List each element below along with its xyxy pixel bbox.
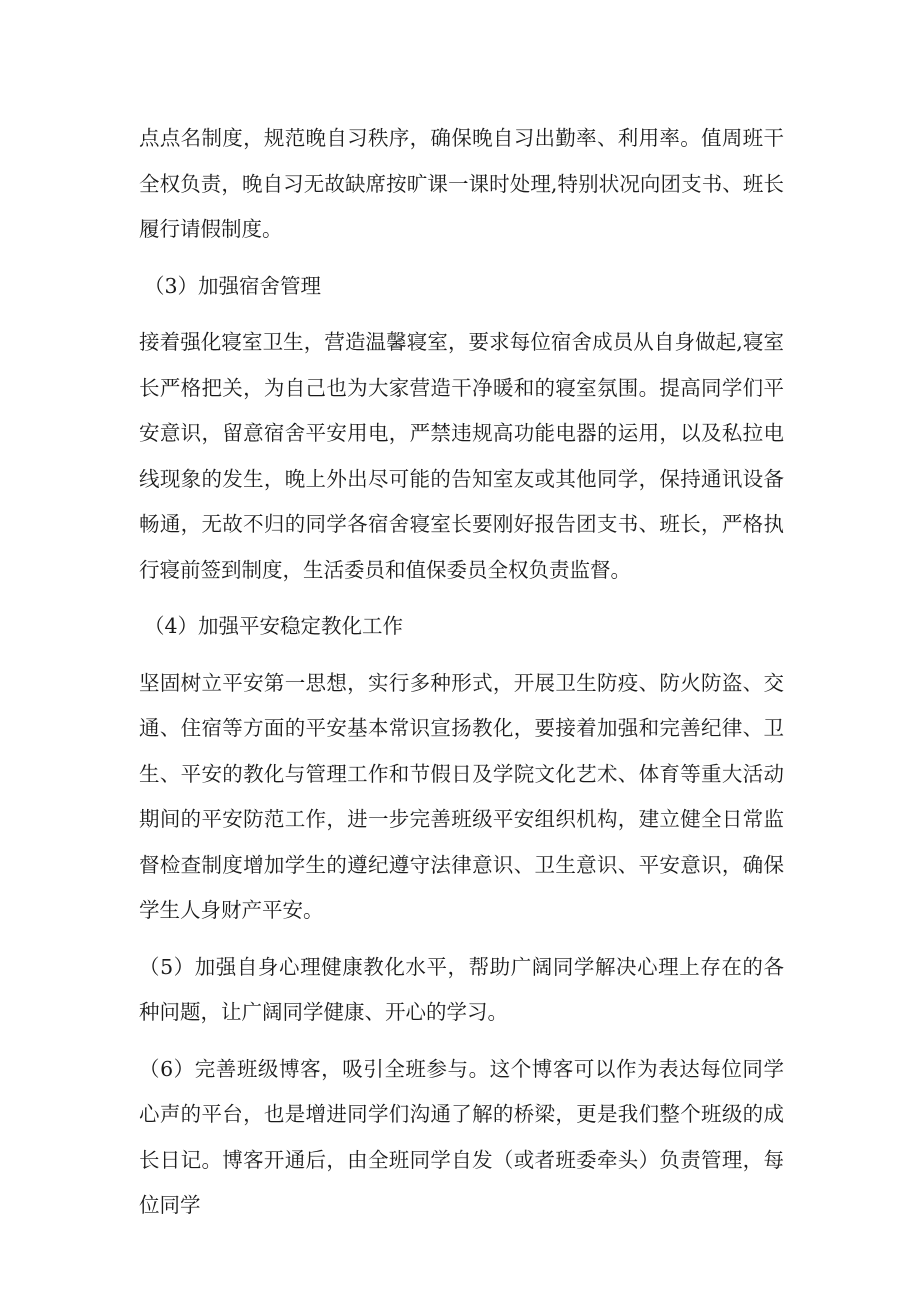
paragraph-mental-health: （5）加强自身心理健康教化水平，帮助广阔同学解决心理上存在的各种问题，让广阔同学健康、开心的学习。 xyxy=(139,954,784,1024)
heading-safety-education: （4）加强平安稳定教化工作 xyxy=(144,614,404,638)
paragraph-safety-education: 坚固树立平安第一思想，实行多种形式，开展卫生防疫、防火防盗、交通、住宿等方面的平安基本常识宣扬教化，要接着加强和完善纪律、卫生、平安的教化与管理工作和节假日及学院文化艺术、体育等重大活动期间的平安防范工作，进一步完善班级平安组织机构，建立健全日常监督检查制度增加学生的遵纪遵守法律意识、卫生意识、平安意识，确保学生人身财产平安。 xyxy=(139,670,784,922)
document-body xyxy=(139,116,784,1240)
heading-dormitory-management: （3）加强宿舍管理 xyxy=(144,273,322,298)
paragraph-attendance-rules: 点点名制度，规范晚自习秩序，确保晚自习出勤率、利用率。值周班干全权负责，晚自习无故缺席按旷课一课时处理,特别状况向团支书、班长履行请假制度。 xyxy=(139,126,784,241)
paragraph-class-blog: （6）完善班级博客，吸引全班参与。这个博客可以作为表达每位同学心声的平台，也是增进同学们沟通了解的桥梁，更是我们整个班级的成长日记。博客开通后，由全班同学自发（或者班委牵头）负责管理，每位同学 xyxy=(139,1056,784,1217)
paragraph-dormitory-management: 接着强化寝室卫生，营造温馨寝室，要求每位宿舍成员从自身做起,寝室长严格把关，为自己也为大家营造干净暖和的寝室氛围。提高同学们平安意识，留意宿舍平安用电，严禁违规高功能电器的运用，以及私拉电线现象的发生，晚上外出尽可能的告知室友或其他同学，保持通讯设备畅通，无故不归的同学各宿舍寝室长要刚好报告团支书、班长，严格执行寝前签到制度，生活委员和值保委员全权负责监督。 xyxy=(139,330,784,582)
